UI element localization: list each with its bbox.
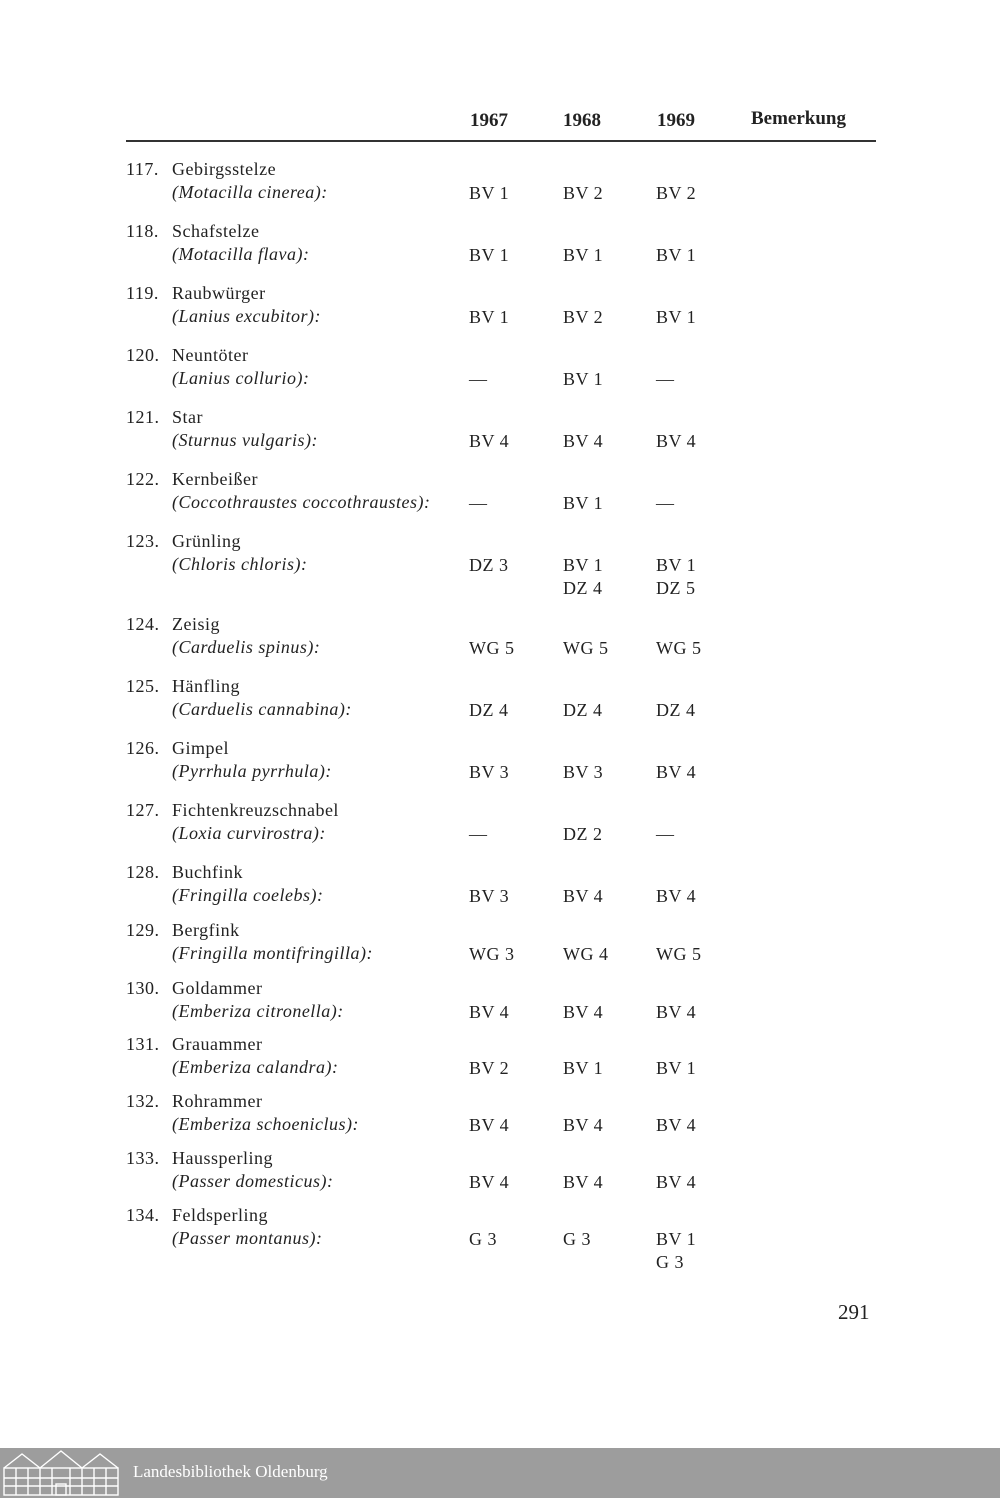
entry-number: 120. [126, 345, 160, 365]
value-1969: WG 5 [656, 638, 702, 658]
value-1967: — [469, 369, 488, 389]
species-name: Haussperling [172, 1148, 273, 1168]
value-1967: BV 3 [469, 886, 510, 906]
species-name: Gebirgsstelze [172, 159, 277, 179]
value-1968: BV 1 [563, 245, 604, 265]
species-name: Feldsperling [172, 1205, 268, 1225]
value-1969: BV 4 [656, 886, 697, 906]
species-latin-name: (Emberiza schoeniclus): [172, 1114, 359, 1134]
species-name: Buchfink [172, 862, 243, 882]
species-name: Grünling [172, 531, 241, 551]
col-header-1969: 1969 [657, 110, 695, 131]
species-entry [0, 614, 1000, 684]
value-1969: BV 1 DZ 5 [656, 555, 697, 598]
value-1968: BV 4 [563, 1172, 604, 1192]
page-number: 291 [838, 1300, 870, 1324]
species-latin-name: (Pyrrhula pyrrhula): [172, 761, 332, 781]
value-1967: BV 1 [469, 307, 510, 327]
value-1968: DZ 2 [563, 824, 603, 844]
species-entry [0, 676, 1000, 746]
species-name: Fichtenkreuzschnabel [172, 800, 339, 820]
species-entry [0, 221, 1000, 291]
value-1968: BV 4 [563, 1115, 604, 1135]
value-1969: BV 1 G 3 [656, 1229, 697, 1272]
value-1968: WG 4 [563, 944, 609, 964]
species-name: Star [172, 407, 203, 427]
value-1969: BV 4 [656, 1172, 697, 1192]
value-1969: BV 4 [656, 431, 697, 451]
entry-number: 127. [126, 800, 160, 820]
value-1968: BV 1 DZ 4 [563, 555, 604, 598]
species-entry [0, 469, 1000, 539]
species-latin-name: (Fringilla montifringilla): [172, 943, 373, 963]
value-1967: DZ 3 [469, 555, 509, 575]
value-1969: — [656, 369, 675, 389]
value-1969: BV 4 [656, 1115, 697, 1135]
value-1967: BV 4 [469, 1002, 510, 1022]
value-1969: — [656, 493, 675, 513]
entry-number: 125. [126, 676, 160, 696]
entry-number: 121. [126, 407, 160, 427]
value-1967: — [469, 824, 488, 844]
value-1968: BV 2 [563, 183, 604, 203]
entry-number: 132. [126, 1091, 160, 1111]
value-1969: — [656, 824, 675, 844]
entry-number: 126. [126, 738, 160, 758]
header-rule [126, 140, 876, 142]
species-entry [0, 1205, 1000, 1275]
value-1967: BV 2 [469, 1058, 510, 1078]
value-1967: — [469, 493, 488, 513]
value-1969: BV 1 [656, 1058, 697, 1078]
library-footer [0, 1448, 1000, 1498]
entry-number: 130. [126, 978, 160, 998]
species-latin-name: (Lanius collurio): [172, 368, 310, 388]
species-name: Schafstelze [172, 221, 260, 241]
species-entry [0, 407, 1000, 477]
species-name: Gimpel [172, 738, 229, 758]
value-1967: WG 3 [469, 944, 515, 964]
value-1968: BV 2 [563, 307, 604, 327]
species-name: Zeisig [172, 614, 220, 634]
entry-number: 122. [126, 469, 160, 489]
species-entry [0, 738, 1000, 808]
value-1969: DZ 4 [656, 700, 696, 720]
entry-number: 118. [126, 221, 159, 241]
species-latin-name: (Coccothraustes coccothraustes): [172, 492, 431, 512]
species-name: Grauammer [172, 1034, 263, 1054]
value-1968: DZ 4 [563, 700, 603, 720]
value-1969: BV 1 [656, 307, 697, 327]
entry-number: 129. [126, 920, 160, 940]
species-name: Kernbeißer [172, 469, 258, 489]
library-building-icon [0, 1448, 122, 1498]
entry-number: 133. [126, 1148, 160, 1168]
value-1968: WG 5 [563, 638, 609, 658]
col-header-bemerkung: Bemerkung [751, 108, 846, 129]
value-1968: BV 4 [563, 1002, 604, 1022]
entry-number: 131. [126, 1034, 160, 1054]
value-1969: BV 1 [656, 245, 697, 265]
species-latin-name: (Sturnus vulgaris): [172, 430, 318, 450]
value-1969: BV 2 [656, 183, 697, 203]
entry-number: 124. [126, 614, 160, 634]
value-1968: BV 3 [563, 762, 604, 782]
species-entry [0, 531, 1000, 601]
entry-number: 117. [126, 159, 159, 179]
species-latin-name: (Carduelis spinus): [172, 637, 321, 657]
species-latin-name: (Emberiza citronella): [172, 1001, 344, 1021]
value-1968: G 3 [563, 1229, 591, 1249]
species-name: Goldammer [172, 978, 263, 998]
species-entry [0, 159, 1000, 229]
species-entry [0, 800, 1000, 870]
value-1967: BV 1 [469, 245, 510, 265]
species-name: Neuntöter [172, 345, 249, 365]
species-latin-name: (Emberiza calandra): [172, 1057, 339, 1077]
value-1967: BV 4 [469, 1115, 510, 1135]
species-latin-name: (Lanius excubitor): [172, 306, 321, 326]
value-1968: BV 4 [563, 431, 604, 451]
species-latin-name: (Motacilla flava): [172, 244, 310, 264]
species-latin-name: (Motacilla cinerea): [172, 182, 328, 202]
species-latin-name: (Fringilla coelebs): [172, 885, 324, 905]
value-1967: BV 4 [469, 431, 510, 451]
species-name: Raubwürger [172, 283, 266, 303]
value-1967: BV 1 [469, 183, 510, 203]
library-name: Landesbibliothek Oldenburg [133, 1462, 328, 1481]
entry-number: 123. [126, 531, 160, 551]
value-1967: G 3 [469, 1229, 497, 1249]
value-1967: DZ 4 [469, 700, 509, 720]
species-latin-name: (Chloris chloris): [172, 554, 308, 574]
species-entry [0, 283, 1000, 353]
col-header-1968: 1968 [563, 110, 601, 131]
species-name: Hänfling [172, 676, 240, 696]
value-1969: WG 5 [656, 944, 702, 964]
value-1967: BV 3 [469, 762, 510, 782]
col-header-1967: 1967 [470, 110, 508, 131]
value-1967: WG 5 [469, 638, 515, 658]
species-latin-name: (Passer montanus): [172, 1228, 323, 1248]
value-1968: BV 1 [563, 1058, 604, 1078]
value-1968: BV 1 [563, 493, 604, 513]
value-1969: BV 4 [656, 762, 697, 782]
entry-number: 134. [126, 1205, 160, 1225]
value-1969: BV 4 [656, 1002, 697, 1022]
value-1967: BV 4 [469, 1172, 510, 1192]
species-entry [0, 345, 1000, 415]
value-1968: BV 4 [563, 886, 604, 906]
entry-number: 119. [126, 283, 159, 303]
species-latin-name: (Passer domesticus): [172, 1171, 334, 1191]
value-1968: BV 1 [563, 369, 604, 389]
entry-number: 128. [126, 862, 160, 882]
species-latin-name: (Carduelis cannabina): [172, 699, 352, 719]
species-name: Rohrammer [172, 1091, 263, 1111]
species-name: Bergfink [172, 920, 240, 940]
species-latin-name: (Loxia curvirostra): [172, 823, 326, 843]
